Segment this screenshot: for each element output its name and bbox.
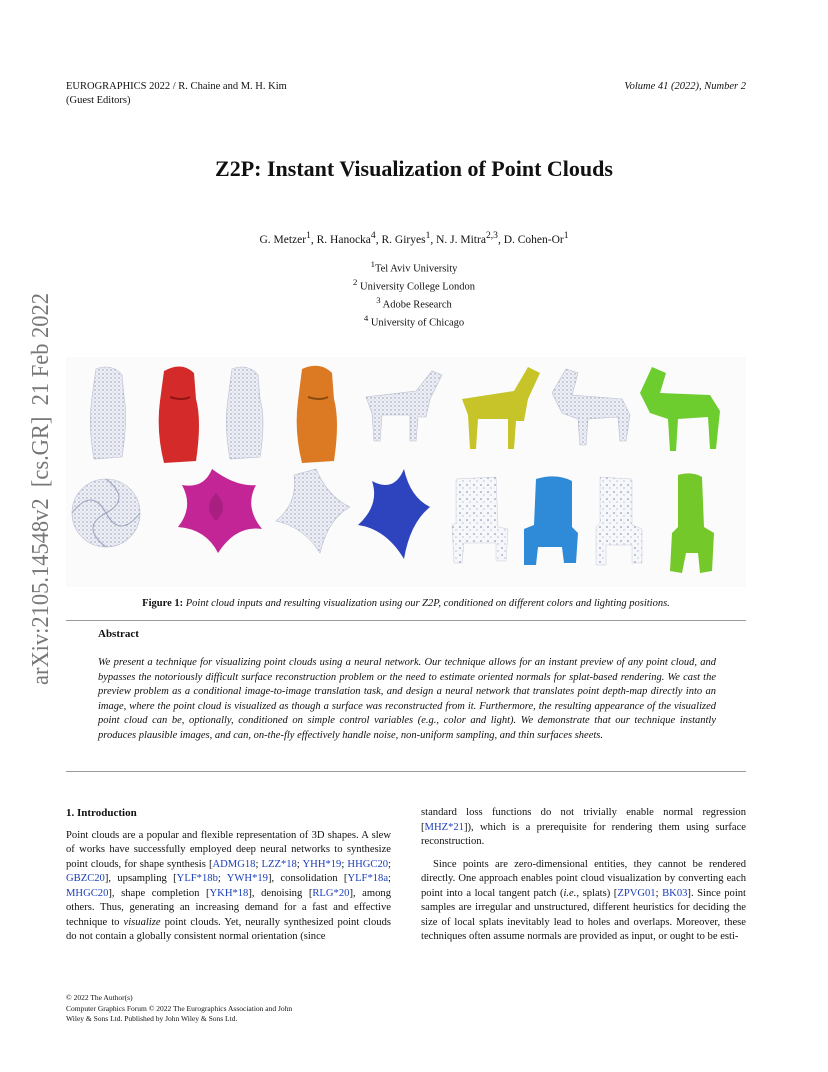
figure-caption: [66, 598, 746, 609]
moai-pointcloud-1: [90, 367, 125, 459]
copyright-line: Wiley & Sons Ltd. Published by John Wiley & Sons Ltd.: [66, 1014, 238, 1023]
intro-right-column: [421, 806, 746, 945]
journal-header: [66, 80, 287, 108]
horse-render-yellow: [462, 367, 540, 449]
chair-render-green: [670, 473, 714, 573]
teaser-image: [66, 357, 746, 587]
horse-pointcloud-1: [366, 371, 442, 441]
volume-info: Volume 41 (2022), Number 2: [624, 81, 746, 92]
chair-pointcloud-1: [452, 477, 508, 563]
affiliation: $^3$ Adobe Research: [376, 295, 452, 311]
affiliation: $^1$Tel Aviv University: [370, 259, 458, 275]
citation-link[interactable]: YLF*18b: [176, 873, 218, 884]
citation-link[interactable]: BK03: [662, 887, 688, 899]
abstract-heading: Abstract: [98, 628, 139, 640]
intro-paragraph: Since points are zero-dimensional entities, they cannot be rendered directly. One approach enables point cloud visualization by converting each point into a local tangent patch (i.e., splats) [ZPVG01; BK03]. Since point samples are irregular and unstructured, different heuristics for deciding the size of local splats inevitably lead to holes and overlaps. Moreover, these techniques often assume normals are provided as input, or ought to be esti-: [421, 858, 747, 942]
citation-link[interactable]: HHGC20: [347, 858, 389, 870]
paper-title: Z2P: Instant Visualization of Point Clouds: [215, 156, 613, 181]
citation-link[interactable]: RLG*20: [312, 887, 350, 899]
arxiv-id: arXiv:2105.14548v2 [cs.GR] 21 Feb 2022: [28, 290, 54, 685]
citation-link[interactable]: YLF*18a: [347, 873, 389, 884]
author: D. Cohen-Or$^1$: [503, 230, 569, 246]
affiliations: [0, 258, 828, 330]
chair-render-cyan: [524, 476, 578, 565]
teaser-figure: [66, 357, 746, 587]
citation-link[interactable]: YWH*19: [226, 873, 268, 884]
swirl-pointcloud: [72, 479, 140, 547]
horse-pointcloud-2: [552, 369, 630, 445]
citation-link[interactable]: YHH*19: [302, 858, 342, 870]
citation-link[interactable]: GBZC20: [66, 873, 105, 884]
figure-label: Figure 1:: [142, 598, 184, 609]
intro-paragraph: standard loss functions do not trivially enable normal regression [MHZ*21]), which is a prerequisite for rendering them using surface reconstruction.: [421, 807, 746, 847]
citation-link[interactable]: MHZ*21: [424, 821, 464, 833]
swirl-render-magenta: [178, 469, 262, 553]
section-heading: 1. Introduction: [66, 807, 137, 819]
author: N. J. Mitra$^{2,3}$: [436, 230, 498, 246]
copyright-line: © 2022 The Author(s): [66, 993, 133, 1002]
intro-left-column: [66, 806, 391, 945]
journal-line: EUROGRAPHICS 2022 / R. Chaine and M. H. Kim: [66, 81, 287, 92]
citation-link[interactable]: ZPVG01: [617, 887, 656, 899]
divider-top: [66, 620, 746, 621]
citation-link[interactable]: MHGC20: [66, 887, 109, 899]
author-list: G. Metzer$^1$, R. Hanocka$^4$, R. Giryes$^1$, N. J. Mitra$^{2,3}$, D. Cohen-Or$^1$: [259, 230, 569, 246]
divider-bottom: [66, 771, 746, 772]
affiliation: $^2$ University College London: [353, 277, 475, 293]
affiliation: $^4$ University of Chicago: [363, 313, 465, 329]
intro-paragraph: Point clouds are a popular and flexible representation of 3D shapes. A slew of works have successfully employed deep neural networks to synthesize point clouds, for shape synthesis [ADMG18; LZZ*18; YHH*19; HHGC20; GBZC20], upsampling [YLF*18b; YWH*19], consolidation [YLF*18a; MHGC20], shape completion [YKH*18], denoising [RLG*20], among others. Thus, generating an increasing demand for a fast and effective technique to visualize point clouds. Yet, neurally synthesized point clouds do not contain a globally consistent normal orientation (since: [66, 829, 391, 942]
citation-link[interactable]: LZZ*18: [261, 858, 297, 870]
moai-pointcloud-2: [226, 367, 263, 459]
author: G. Metzer$^1$: [259, 230, 311, 246]
figure-caption-text: Point cloud inputs and resulting visualization using our Z2P, conditioned on different colors and lighting positions.: [185, 598, 670, 609]
chair-pointcloud-2: [596, 477, 642, 565]
citation-link[interactable]: YKH*18: [209, 887, 249, 899]
editors-line: (Guest Editors): [66, 95, 131, 106]
moai-render-red: [159, 366, 199, 463]
horse-render-lime: [640, 367, 720, 451]
copyright-footer: [66, 993, 292, 1025]
author: R. Giryes$^1$: [381, 230, 431, 246]
swirl-render-blue: [358, 469, 430, 559]
abstract-text: We present a technique for visualizing point clouds using a neural network. Our technique allows for an instant preview of any point cloud, and bypasses the notoriously difficult surface reconstruction problem or the need to estimate oriented normals for splat-based rendering. We cast the preview problem as a conditional image-to-image translation task, and design a neural network that translates point depth-map directly into an image, where the point cloud is visualized as though a surface was reconstructed from it. Furthermore, the resulting appearance of the visualized point cloud can be, optionally, conditioned on simple control variables (e.g., color and light). We demonstrate that our technique instantly produces plausible images, and can, on-the-fly effectively handle noise, non-uniform sampling, and thin surfaces sheets.: [98, 657, 716, 741]
arxiv-sidebar: [18, 290, 58, 690]
arxiv-stamp: [18, 290, 58, 690]
copyright-line: Computer Graphics Forum © 2022 The Eurographics Association and John: [66, 1003, 293, 1013]
author: R. Hanocka$^4$: [316, 230, 376, 246]
swirl-pointcloud-2: [276, 469, 350, 553]
citation-link[interactable]: ADMG18: [212, 858, 256, 870]
moai-render-orange: [297, 366, 337, 463]
